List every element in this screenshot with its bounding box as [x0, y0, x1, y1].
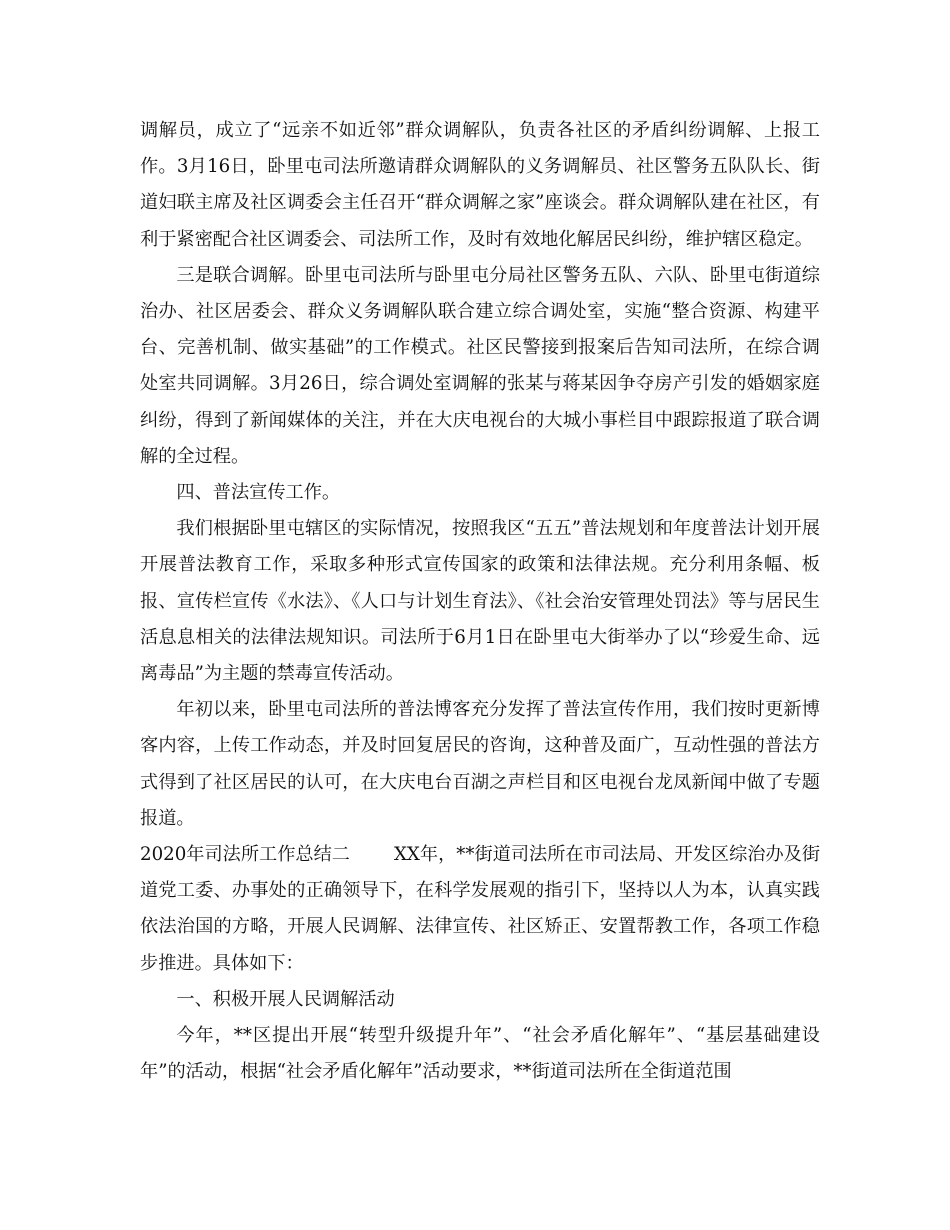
- paragraph-legal-blog: 年初以来，卧里屯司法所的普法博客充分发挥了普法宣传作用，我们按时更新博客内容，上传工作动态，并及时回复居民的咨询，这种普及面广，互动性强的普法方式得到了社区居民的认可，在大庆电台百湖之声栏目和区电视台龙凤新闻中做了专题报道。: [140, 699, 820, 829]
- paragraph-legal-education: 我们根据卧里屯辖区的实际情况，按照我区“五五”普法规划和年度普法计划开展开展普法教育工作，采取多种形式宣传国家的政策和法律法规。充分利用条幅、板报、宣传栏宣传《水法》、《人口与计划生育法》、《社会治安管理处罚法》等与居民生活息息相关的法律法规知识。司法所于6月1日在卧里屯大街举办了以“珍爱生命、远离毒品”为主题的禁毒宣传活动。: [140, 518, 820, 685]
- paragraph-summary-two: [140, 837, 820, 982]
- summary-title: 2020年司法所工作总结二: [140, 844, 350, 866]
- heading-legal-publicity: 四、普法宣传工作。: [176, 482, 341, 504]
- document-page: [140, 113, 820, 1090]
- heading-people-mediation: 一、积极开展人民调解活动: [176, 988, 395, 1010]
- paragraph-mediation-team: 调解员，成立了“远亲不如近邻”群众调解队，负责各社区的矛盾纠纷调解、上报工作。3月16日，卧里屯司法所邀请群众调解队的义务调解员、社区警务五队队长、街道妇联主席及社区调委会主任召开“群众调解之家”座谈会。群众调解队建在社区，有利于紧密配合社区调委会、司法所工作，及时有效地化解居民纠纷，维护辖区稳定。: [140, 120, 820, 250]
- paragraph-joint-mediation: 三是联合调解。卧里屯司法所与卧里屯分局社区警务五队、六队、卧里屯街道综治办、社区居委会、群众义务调解队联合建立综合调处室，实施“整合资源、构建平台、完善机制、做实基础”的工作模式。社区民警接到报案后告知司法所，在综合调处室共同调解。3月26日，综合调处室调解的张某与蒋某因争夺房产引发的婚姻家庭纠纷，得到了新闻媒体的关注，并在大庆电视台的大城小事栏目中跟踪报道了联合调解的全过程。: [140, 264, 820, 467]
- paragraph-activities: 今年，**区提出开展“转型升级提升年”、“社会矛盾化解年”、“基层基础建设年”的活动，根据“社会矛盾化解年”活动要求，**街道司法所在全街道范围: [140, 1025, 820, 1083]
- summary-intro: XX年，**街道司法所在市司法局、开发区综治办及街道党工委、办事处的正确领导下，在科学发展观的指引下，坚持以人为本，认真实践依法治国的方略，开展人民调解、法律宣传、社区矫正、安置帮教工作，各项工作稳步推进。具体如下：: [140, 844, 821, 974]
